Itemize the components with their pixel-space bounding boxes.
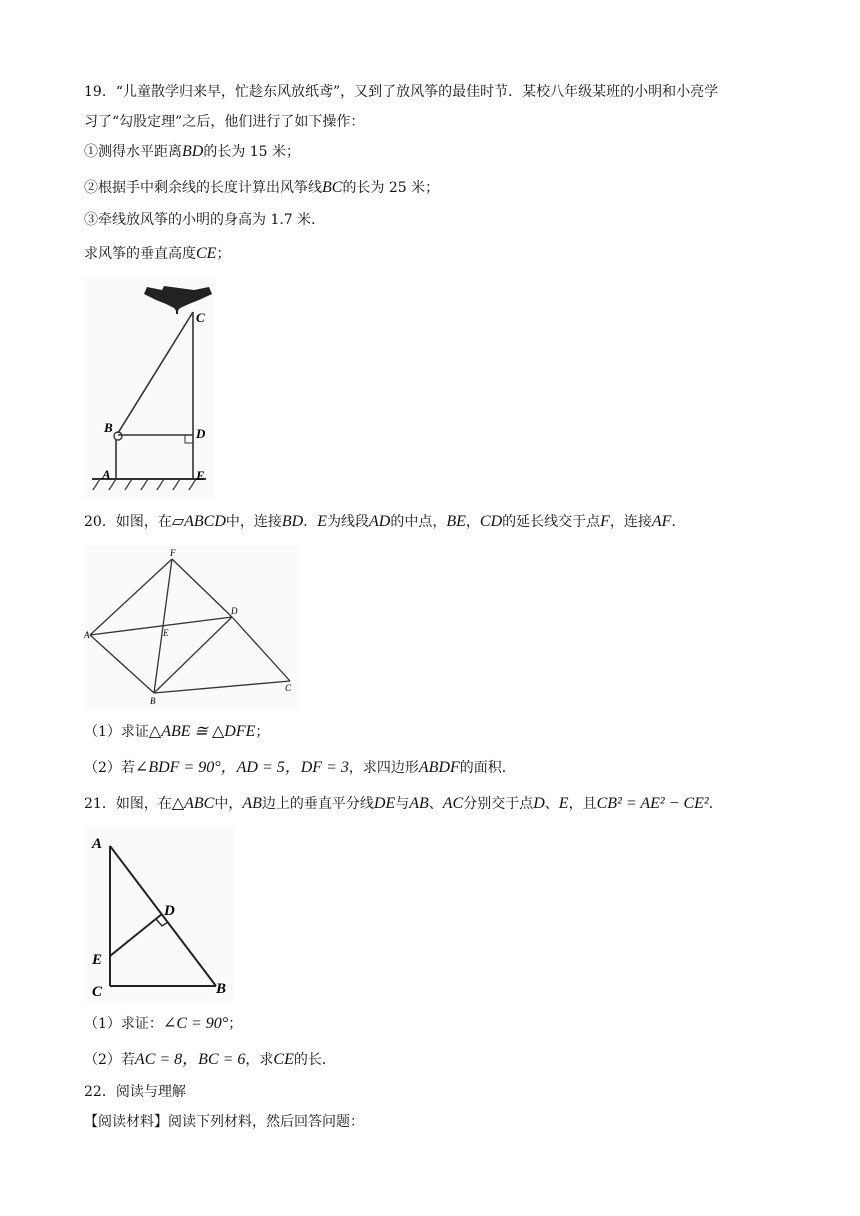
q19-ask — [84, 244, 230, 264]
q20-e: E — [317, 513, 328, 530]
q19-item3: ③牵线放风筝的小明的身高为 1.7 米． — [84, 212, 326, 228]
q21-part1-pre: （1）求证： — [84, 1016, 163, 1032]
q20-text-j: ． — [671, 514, 686, 530]
q21-de: DE — [373, 795, 396, 812]
label-c: C — [92, 984, 103, 1000]
q19-line1: 19．“儿童散学归来早，忙趁东风放纸鸢”，又到了放风筝的最佳时节．某校八年级某班的小明和小亮学 — [84, 84, 719, 100]
q21-text-h: ，且 — [568, 796, 597, 812]
q20-bd: BD — [281, 513, 304, 530]
q20-part2-math: ∠BDF = 90°，AD = 5，DF = 3 — [134, 759, 349, 776]
q20-f: F — [600, 513, 610, 530]
label-d: D — [231, 606, 238, 616]
q21-part2 — [84, 1050, 336, 1070]
label-e: E — [196, 468, 205, 483]
label-a: A — [84, 630, 90, 640]
q20-part1-post: ； — [255, 724, 270, 740]
q20-text-g: ， — [465, 514, 480, 530]
q21-equation: CB² = AE² − CE² — [596, 795, 709, 812]
q19-kite-figure — [84, 278, 214, 498]
q21-text-f: 分别交于点 — [463, 796, 534, 812]
q19-ask-math: CE — [196, 245, 217, 262]
label-a: A — [92, 836, 103, 852]
q21-triangle-figure — [84, 826, 234, 1001]
q20-text-a: 20．如图，在 — [84, 514, 172, 530]
q20-part2-post: 的面积． — [459, 760, 516, 776]
q20-parallelogram: ▱ABCD — [171, 513, 226, 530]
q20-text-f: 的中点， — [390, 514, 447, 530]
q20-text-d: 为线段 — [327, 514, 370, 530]
label-b: B — [150, 696, 156, 706]
q21-text-b: 中， — [214, 796, 243, 812]
label-f: F — [170, 548, 176, 558]
q21-part2-mid: ，求 — [245, 1052, 274, 1068]
q22-title: 22．阅读与理解 — [84, 1084, 186, 1100]
label-e: E — [92, 952, 103, 968]
q21-text-d: 与 — [395, 796, 410, 812]
q21-ac: AC — [442, 795, 464, 812]
q21-e: E — [558, 795, 569, 812]
q20-parallelogram-figure — [84, 545, 299, 710]
q19-item1-post: 的长为 15 米； — [203, 144, 301, 160]
q19-ask-post: ； — [216, 246, 231, 262]
q19-item1 — [84, 142, 300, 162]
label-d: D — [196, 426, 206, 441]
q21-part1-math: ∠C = 90° — [162, 1015, 229, 1032]
q19-item2-pre: ②根据手中剩余线的长度计算出风筝线 — [84, 180, 322, 196]
q21-text-g: 、 — [544, 796, 559, 812]
label-e: E — [163, 628, 169, 638]
q21-text-c: 边上的垂直平分线 — [261, 796, 374, 812]
q20-ad: AD — [369, 513, 391, 530]
q20-be: BE — [446, 513, 466, 530]
q20-part2-quad: ABDF — [418, 759, 460, 776]
label-a: A — [102, 467, 111, 482]
q21-part1 — [84, 1014, 242, 1034]
q19-item2 — [84, 178, 439, 198]
label-b: B — [216, 981, 227, 997]
q19-item1-pre: ①测得水平距离 — [84, 144, 182, 160]
q21-text-e: 、 — [428, 796, 443, 812]
label-b: B — [104, 420, 113, 435]
q21-part2-post: 的长． — [293, 1052, 336, 1068]
q21-d: D — [533, 795, 545, 812]
q21-line1 — [84, 794, 723, 814]
q20-part2 — [84, 758, 516, 778]
q21-triangle: △ABC — [171, 795, 215, 812]
q21-part2-pre: （2）若 — [84, 1052, 135, 1068]
q21-text-a: 21．如图，在 — [84, 796, 172, 812]
label-c: C — [285, 683, 292, 693]
q19-line2: 习了“勾股定理”之后，他们进行了如下操作： — [84, 114, 365, 130]
q21-part1-post: ； — [228, 1016, 243, 1032]
label-c: C — [196, 310, 205, 325]
q20-part2-pre: （2）若 — [84, 760, 135, 776]
label-d: D — [164, 903, 175, 919]
q20-part1-pre: （1）求证 — [84, 724, 149, 740]
q19-ask-pre: 求风筝的垂直高度 — [84, 246, 196, 262]
q21-part2-math: AC = 8，BC = 6 — [134, 1051, 246, 1068]
q20-text-b: 中，连接 — [225, 514, 282, 530]
q20-line1 — [84, 512, 685, 532]
q21-text-i: ． — [708, 796, 723, 812]
q19-item1-math: BD — [182, 143, 204, 160]
q20-af: AF — [651, 513, 672, 530]
q22-material: 【阅读材料】阅读下列材料，然后回答问题： — [84, 1114, 364, 1130]
q20-part1-math: △ABE ≅ △DFE — [148, 723, 256, 740]
q20-text-c: ． — [303, 514, 318, 530]
q21-ab: AB — [242, 795, 262, 812]
q21-part2-ce: CE — [273, 1051, 294, 1068]
q20-cd: CD — [479, 513, 503, 530]
q20-text-i: ，连接 — [609, 514, 652, 530]
q19-item2-post: 的长为 25 米； — [342, 180, 440, 196]
q20-part1 — [84, 722, 269, 742]
q20-part2-mid: ，求四边形 — [348, 760, 419, 776]
q19-item2-math: BC — [322, 179, 343, 196]
q21-ab2: AB — [409, 795, 429, 812]
q20-text-h: 的延长线交于点 — [502, 514, 601, 530]
